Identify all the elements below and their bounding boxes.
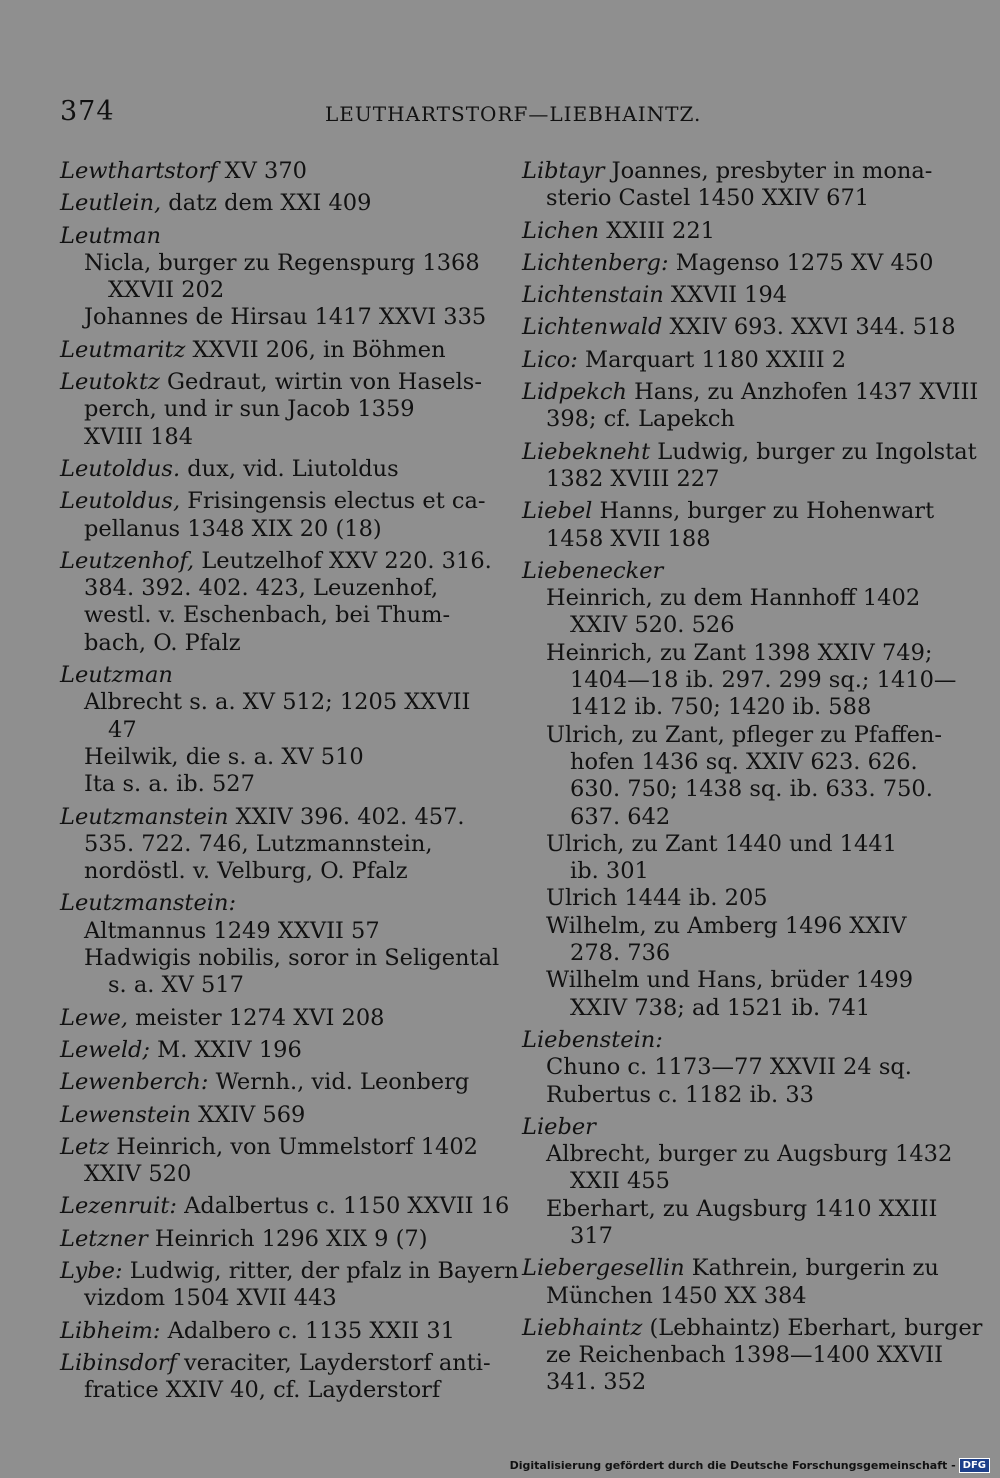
entry-text: meister 1274 XVI 208 [127, 1004, 385, 1031]
entry-keyword: Lewenberch: [60, 1069, 209, 1096]
sub-entry: Heinrich, zu dem Hannhoff 1402 [546, 585, 921, 612]
entry-keyword: Letz [60, 1133, 110, 1160]
entry-text: veraciter, Layderstorf anti- [176, 1349, 491, 1376]
sub-entry: Ita s. a. ib. 527 [84, 771, 255, 798]
sub-entry: Altmannus 1249 XXVII 57 [84, 917, 380, 944]
entry-keyword: Leutzmanstein: [60, 890, 237, 917]
entry-continuation: 317 [570, 1222, 613, 1249]
sub-entry: Eberhart, zu Augsburg 1410 XXIII [546, 1195, 938, 1222]
index-entry [60, 890, 482, 917]
index-entry [60, 488, 486, 515]
entry-text: Ludwig, burger zu Ingolstat [650, 438, 977, 465]
index-entry [60, 1069, 482, 1096]
sub-entry: Heilwik, die s. a. XV 510 [84, 743, 364, 770]
entry-text: Ludwig, ritter, der pfalz in Bayern [122, 1257, 519, 1284]
entry-continuation: sterio Castel 1450 XXIV 671 [546, 185, 870, 212]
index-column-left [60, 158, 519, 1404]
entry-text: XXVII 206, in Böhmen [185, 336, 446, 363]
entry-continuation: hofen 1436 sq. XXIV 623. 626. [570, 748, 918, 775]
entry-text: Magenso 1275 XV 450 [668, 249, 934, 276]
index-entry [522, 282, 942, 309]
entry-continuation: perch, und ir sun Jacob 1359 [84, 396, 415, 423]
sub-entry: Ulrich, zu Zant, pfleger zu Pfaffen- [546, 721, 943, 748]
entry-continuation: 47 [108, 716, 137, 743]
index-entry [60, 1349, 491, 1377]
entry-keyword: Leweld; [60, 1036, 151, 1063]
entry-continuation: XXII 455 [570, 1168, 670, 1195]
sub-entry: Wilhelm und Hans, brüder 1499 [546, 967, 914, 994]
sub-entry: Albrecht s. a. XV 512; 1205 XXVII [84, 689, 471, 716]
entry-continuation: XXIV 520. 526 [570, 612, 735, 639]
entry-continuation: 384. 392. 402. 423, Leuzenhof, [84, 575, 439, 602]
page-number: 374 [60, 96, 115, 127]
entry-continuation: nordöstl. v. Velburg, O. Pfalz [84, 858, 408, 885]
entry-keyword: Leutzenhof, [60, 547, 195, 574]
index-entry [60, 1257, 519, 1285]
index-entry [60, 547, 492, 575]
entry-keyword: Lico: [522, 346, 578, 373]
entry-keyword: Liebenecker [522, 557, 664, 584]
entry-continuation: fratice XXIV 40, cf. Layderstorf [84, 1377, 441, 1404]
entry-continuation: 278. 736 [570, 940, 671, 967]
entry-continuation: 1404—18 ib. 297. 299 sq.; 1410— [570, 667, 957, 694]
index-entry [522, 379, 979, 406]
index-entry [60, 1102, 482, 1129]
entry-keyword: Lewe, [60, 1004, 128, 1031]
entry-keyword: Liebhaintz [522, 1314, 643, 1341]
entry-continuation: XXVII 202 [108, 277, 225, 304]
sub-entry: Ulrich, zu Zant 1440 und 1441 [546, 830, 897, 857]
sub-entry: Albrecht, burger zu Augsburg 1432 [546, 1141, 953, 1168]
entry-continuation: XXIV 520 [84, 1161, 192, 1188]
entry-keyword: Leutoktz [60, 369, 160, 396]
entry-text: XXVII 194 [663, 282, 788, 309]
entry-keyword: Lichtenwald [522, 314, 663, 341]
index-entry [522, 314, 956, 341]
entry-continuation: bach, O. Pfalz [84, 629, 241, 656]
index-entry [60, 1226, 482, 1253]
sub-entry: Chuno c. 1173—77 XXVII 24 sq. [546, 1054, 912, 1081]
sub-entry: Hadwigis nobilis, soror in Seligental [84, 945, 500, 972]
index-entry [60, 1318, 482, 1345]
entry-continuation: XXIV 738; ad 1521 ib. 741 [570, 994, 871, 1021]
index-entry [60, 1005, 482, 1032]
entry-keyword: Leutoldus. [60, 455, 181, 482]
index-entry [60, 1037, 482, 1064]
entry-text: Marquart 1180 XXIII 2 [577, 346, 847, 373]
entry-continuation: München 1450 XX 384 [546, 1282, 807, 1309]
entry-text: dux, vid. Liutoldus [180, 455, 399, 482]
entry-text: Heinrich 1296 XIX 9 (7) [147, 1225, 428, 1252]
index-entry [60, 190, 482, 217]
entry-keyword: Lezenruit: [60, 1193, 177, 1220]
entry-text: Adalbertus c. 1150 XXVII 16 [176, 1193, 510, 1220]
index-entry [60, 662, 482, 689]
entry-text: Wernh., vid. Leonberg [208, 1069, 470, 1096]
entry-text: (Lebhaintz) Eberhart, burger [642, 1314, 983, 1341]
entry-continuation: 535. 722. 746, Lutzmannstein, [84, 830, 433, 857]
entry-keyword: Leutzmanstein [60, 803, 229, 830]
index-entry [522, 438, 977, 466]
page-header [0, 96, 1000, 136]
entry-keyword: Lybe: [60, 1257, 123, 1284]
index-entry [522, 498, 942, 525]
entry-text: Frisingensis electus et ca- [180, 488, 486, 515]
footer-text: Digitalisierung gefördert durch die Deutsche Forschungsgemeinschaft - [509, 1458, 956, 1472]
entry-keyword: Leutzman [60, 662, 173, 689]
footer-credit [510, 1456, 990, 1474]
entry-text: Heinrich, von Ummelstorf 1402 [109, 1133, 478, 1160]
entry-text: XXIV 693. XXVI 344. 518 [662, 314, 956, 341]
index-entry [60, 158, 482, 185]
index-entry [522, 158, 942, 185]
entry-continuation: 341. 352 [546, 1369, 647, 1396]
entry-continuation: 630. 750; 1438 sq. ib. 633. 750. [570, 776, 933, 803]
index-entry [522, 218, 942, 245]
entry-keyword: Lidpekch [522, 379, 627, 406]
entry-text: Adalbero c. 1135 XXII 31 [160, 1317, 455, 1344]
entry-keyword: Leutoldus, [60, 488, 181, 515]
dfg-logo: DFG [959, 1458, 990, 1473]
entry-keyword: Leutlein, [60, 190, 162, 217]
entry-continuation: XVIII 184 [84, 423, 194, 450]
entry-text: M. XXIV 196 [150, 1036, 302, 1063]
entry-continuation: pellanus 1348 XIX 20 (18) [84, 515, 382, 542]
entry-text: Leutzelhof XXV 220. 316. [194, 547, 492, 574]
entry-keyword: Libheim: [60, 1317, 161, 1344]
entry-keyword: Letzner [60, 1225, 148, 1252]
index-entry [522, 558, 942, 585]
index-entry [60, 223, 482, 250]
index-entry [522, 1027, 942, 1054]
entry-text: Gedraut, wirtin von Hasels- [159, 369, 482, 396]
entry-keyword: Lichtenstain [522, 282, 664, 309]
sub-entry: Rubertus c. 1182 ib. 33 [546, 1081, 814, 1108]
entry-text: Hanns, burger zu Hohenwart [592, 498, 935, 525]
entry-keyword: Liebenstein: [522, 1026, 663, 1053]
index-entry [60, 456, 482, 483]
entry-keyword: Liebergesellin [522, 1255, 685, 1282]
index-entry [522, 250, 942, 277]
entry-continuation: 1458 XVII 188 [546, 525, 711, 552]
entry-continuation: 1412 ib. 750; 1420 ib. 588 [570, 694, 872, 721]
index-entry [60, 369, 482, 396]
entry-keyword: Lewthartstorf [60, 158, 218, 184]
entry-keyword: Leutman [60, 222, 162, 249]
index-entry [522, 1114, 942, 1141]
sub-entry: Ulrich 1444 ib. 205 [546, 885, 768, 912]
sub-entry: Wilhelm, zu Amberg 1496 XXIV [546, 912, 907, 939]
entry-continuation: s. a. XV 517 [108, 972, 244, 999]
entry-continuation: ze Reichenbach 1398—1400 XXVII [546, 1342, 943, 1369]
index-entry [60, 1193, 510, 1220]
entry-text: XXIV 396. 402. 457. [228, 803, 465, 830]
index-entry [60, 1134, 482, 1161]
entry-text: XXIV 569 [190, 1101, 306, 1128]
entry-text: Kathrein, burgerin zu [684, 1255, 939, 1282]
entry-text: Hans, zu Anzhofen 1437 XVIII [627, 379, 979, 406]
running-title: LEUTHARTSTORF—LIEBHAINTZ. [325, 102, 702, 126]
index-entry [60, 804, 482, 831]
index-column-right [522, 158, 983, 1397]
entry-keyword: Leutmaritz [60, 336, 186, 363]
entry-text: datz dem XXI 409 [161, 190, 372, 217]
sub-entry: Heinrich, zu Zant 1398 XXIV 749; [546, 639, 933, 666]
index-entry [60, 337, 482, 364]
entry-continuation: ib. 301 [570, 858, 649, 885]
sub-entry: Nicla, burger zu Regenspurg 1368 [84, 249, 480, 276]
entry-keyword: Lichen [522, 217, 600, 244]
entry-continuation: westl. v. Eschenbach, bei Thum- [84, 602, 451, 629]
entry-text: XV 370 [217, 158, 308, 184]
sub-entry: Johannes de Hirsau 1417 XXVI 335 [84, 304, 487, 331]
index-entry [522, 1255, 942, 1282]
entry-keyword: Liebekneht [522, 438, 651, 465]
entry-text: XXIII 221 [599, 217, 715, 244]
entry-keyword: Libinsdorf [60, 1349, 177, 1376]
entry-keyword: Lewenstein [60, 1101, 191, 1128]
entry-continuation: 637. 642 [570, 803, 671, 830]
entry-keyword: Lichtenberg: [522, 249, 669, 276]
entry-continuation: 398; cf. Lapekch [546, 406, 735, 433]
index-entry [522, 347, 942, 374]
entry-text: Joannes, presbyter in mona- [604, 158, 933, 184]
entry-continuation: vizdom 1504 XVII 443 [84, 1285, 337, 1312]
entry-continuation: 1382 XVIII 227 [546, 465, 720, 492]
entry-keyword: Lieber [522, 1113, 596, 1140]
entry-keyword: Liebel [522, 498, 593, 525]
entry-keyword: Libtayr [522, 158, 605, 184]
index-entry [522, 1314, 983, 1342]
